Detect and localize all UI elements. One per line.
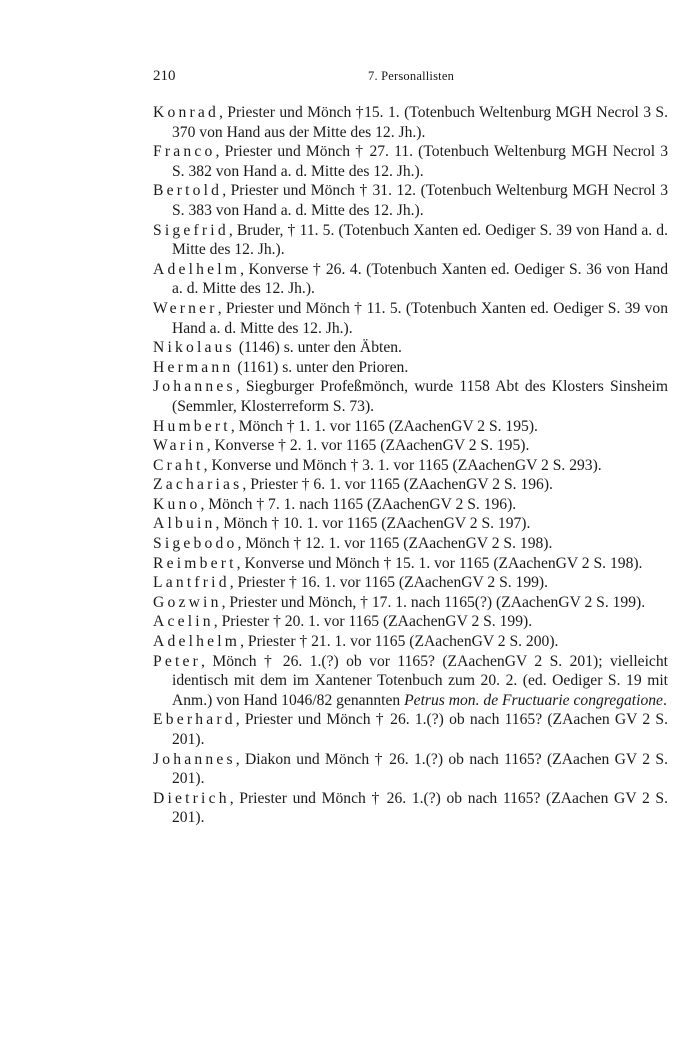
entry-text: (1146) s. unter den Äbten.: [234, 339, 402, 357]
entry-name: Bertold: [153, 182, 223, 200]
list-item: [153, 710, 668, 749]
list-item: [153, 456, 668, 476]
page-number: 210: [153, 68, 176, 84]
list-item: [153, 358, 668, 378]
list-item: [153, 495, 668, 515]
entry-text: , Priester und Mönch † 27. 11. (Totenbuch Weltenburg MGH Necrol 3 S. 382 von Hand a. d. Mitte des 12. Jh.).: [172, 143, 668, 180]
entry-name: Reimbert: [153, 554, 237, 572]
entry-name: Adelhelm: [153, 633, 241, 651]
list-item: [153, 554, 668, 574]
list-item: [153, 632, 668, 652]
entry-name: Gozwin: [153, 593, 222, 611]
entry-name: Sigebodo: [153, 535, 238, 553]
entry-name: Franco: [153, 143, 216, 161]
list-item: [153, 181, 668, 220]
entry-name: Nikolaus: [153, 339, 235, 357]
list-item: [153, 299, 668, 338]
list-item: [153, 436, 668, 456]
entry-name: Humbert: [153, 417, 231, 435]
entry-text: , Mönch † 1. 1. vor 1165 (ZAachenGV 2 S. 195).: [230, 417, 538, 435]
entry-name: Konrad: [153, 104, 219, 121]
entry-name: Sigefrid: [153, 221, 229, 239]
entry-text: , Priester und Mönch † 26. 1.(?) ob nach 1165? (ZAachen GV 2 S. 201).: [172, 711, 668, 748]
entry-name: Lantfrid: [153, 574, 230, 592]
entry-list: [153, 103, 668, 828]
entry-text: , Mönch † 7. 1. nach 1165 (ZAachenGV 2 S. 196).: [200, 495, 517, 513]
entry-text: , Mönch † 26. 1.(?) ob vor 1165? (ZAachenGV 2 S. 201); vielleicht identisch mit dem im Xantener Totenbuch zum 20. 2. (ed. Oediger S. 19 mit Anm.) von Hand 1046/82 genannten: [172, 652, 668, 709]
entry-text: , Priester † 21. 1. vor 1165 (ZAachenGV 2 S. 200).: [240, 633, 559, 651]
entry-italic-citation: Petrus mon. de Fructuarie congregatione: [404, 691, 663, 709]
entry-name: Adelhelm: [153, 260, 241, 278]
entry-name: Zacharias: [153, 476, 243, 494]
page-header: [153, 68, 668, 94]
entry-text-tail: .: [662, 691, 667, 709]
entry-text: , Priester und Mönch † 11. 5. (Totenbuch Xanten ed. Oediger S. 39 von Hand a. d. Mitte des 12. Jh.).: [172, 299, 668, 337]
entry-name: Johannes: [153, 750, 236, 768]
entry-text: , Mönch † 12. 1. vor 1165 (ZAachenGV 2 S. 198).: [237, 535, 553, 553]
document-page: [153, 68, 668, 828]
entry-text: , Konverse und Mönch † 3. 1. vor 1165 (ZAachenGV 2 S. 293).: [203, 456, 602, 474]
entry-text: , Siegburger Profeßmönch, wurde 1158 Abt des Klosters Sinsheim (Semmler, Klosterreform S. 73).: [172, 378, 668, 415]
list-item: [153, 260, 668, 299]
entry-name: Dietrich: [153, 789, 230, 807]
entry-text: , Konverse und Mönch † 15. 1. vor 1165 (ZAachenGV 2 S. 198).: [236, 554, 643, 572]
list-item: [153, 593, 668, 613]
entry-text: , Mönch † 10. 1. vor 1165 (ZAachenGV 2 S. 197).: [215, 515, 531, 533]
list-item: [153, 534, 668, 554]
entry-text: , Priester und Mönch † 31. 12. (Totenbuch Weltenburg MGH Necrol 3 S. 383 von Hand a. d. Mitte des 12. Jh.).: [172, 182, 668, 219]
entry-text: (1161) s. unter den Prioren.: [233, 358, 409, 376]
list-item: [153, 338, 668, 358]
entry-text: , Priester und Mönch, † 17. 1. nach 1165(?) (ZAachenGV 2 S. 199).: [221, 593, 646, 611]
entry-name: Albuin: [153, 515, 216, 533]
list-item: [153, 750, 668, 789]
entry-name: Craht: [153, 456, 204, 474]
entry-text: , Priester und Mönch †15. 1. (Totenbuch Weltenburg MGH Necrol 3 S. 370 von Hand aus der Mitte des 12. Jh.).: [172, 104, 668, 141]
entry-name: Peter: [153, 652, 202, 670]
entry-name: Acelin: [153, 613, 214, 631]
entry-text: , Bruder, † 11. 5. (Totenbuch Xanten ed. Oediger S. 39 von Hand a. d. Mitte des 12. Jh.).: [172, 221, 668, 259]
entry-text: , Priester † 6. 1. vor 1165 (ZAachenGV 2 S. 196).: [242, 476, 553, 494]
list-item: [153, 417, 668, 437]
list-item: [153, 652, 668, 711]
entry-name: Kuno: [153, 495, 201, 513]
list-item: [153, 103, 668, 142]
list-item: [153, 573, 668, 593]
entry-name: Eberhard: [153, 711, 236, 729]
entry-name: Warin: [153, 437, 207, 455]
entry-text: , Priester † 20. 1. vor 1165 (ZAachenGV 2 S. 199).: [213, 613, 533, 631]
list-item: [153, 612, 668, 632]
list-item: [153, 377, 668, 416]
entry-name: Werner: [153, 299, 218, 317]
entry-name: Johannes: [153, 378, 236, 396]
list-item: [153, 789, 668, 828]
entry-name: Hermann: [153, 358, 234, 376]
entry-text: , Konverse † 26. 4. (Totenbuch Xanten ed. Oediger S. 36 von Hand a. d. Mitte des 12. Jh.).: [172, 260, 668, 298]
list-item: [153, 475, 668, 495]
list-item: [153, 142, 668, 181]
entry-text: , Diakon und Mönch † 26. 1.(?) ob nach 1165? (ZAachen GV 2 S. 201).: [172, 750, 668, 788]
running-head: 7. Personallisten: [368, 69, 455, 83]
list-item: [153, 221, 668, 260]
entry-text: , Priester † 16. 1. vor 1165 (ZAachenGV 2 S. 199).: [229, 574, 549, 592]
entry-text: , Konverse † 2. 1. vor 1165 (ZAachenGV 2 S. 195).: [206, 437, 530, 455]
list-item: [153, 514, 668, 534]
entry-text: , Priester und Mönch † 26. 1.(?) ob nach 1165? (ZAachen GV 2 S. 201).: [172, 789, 668, 827]
